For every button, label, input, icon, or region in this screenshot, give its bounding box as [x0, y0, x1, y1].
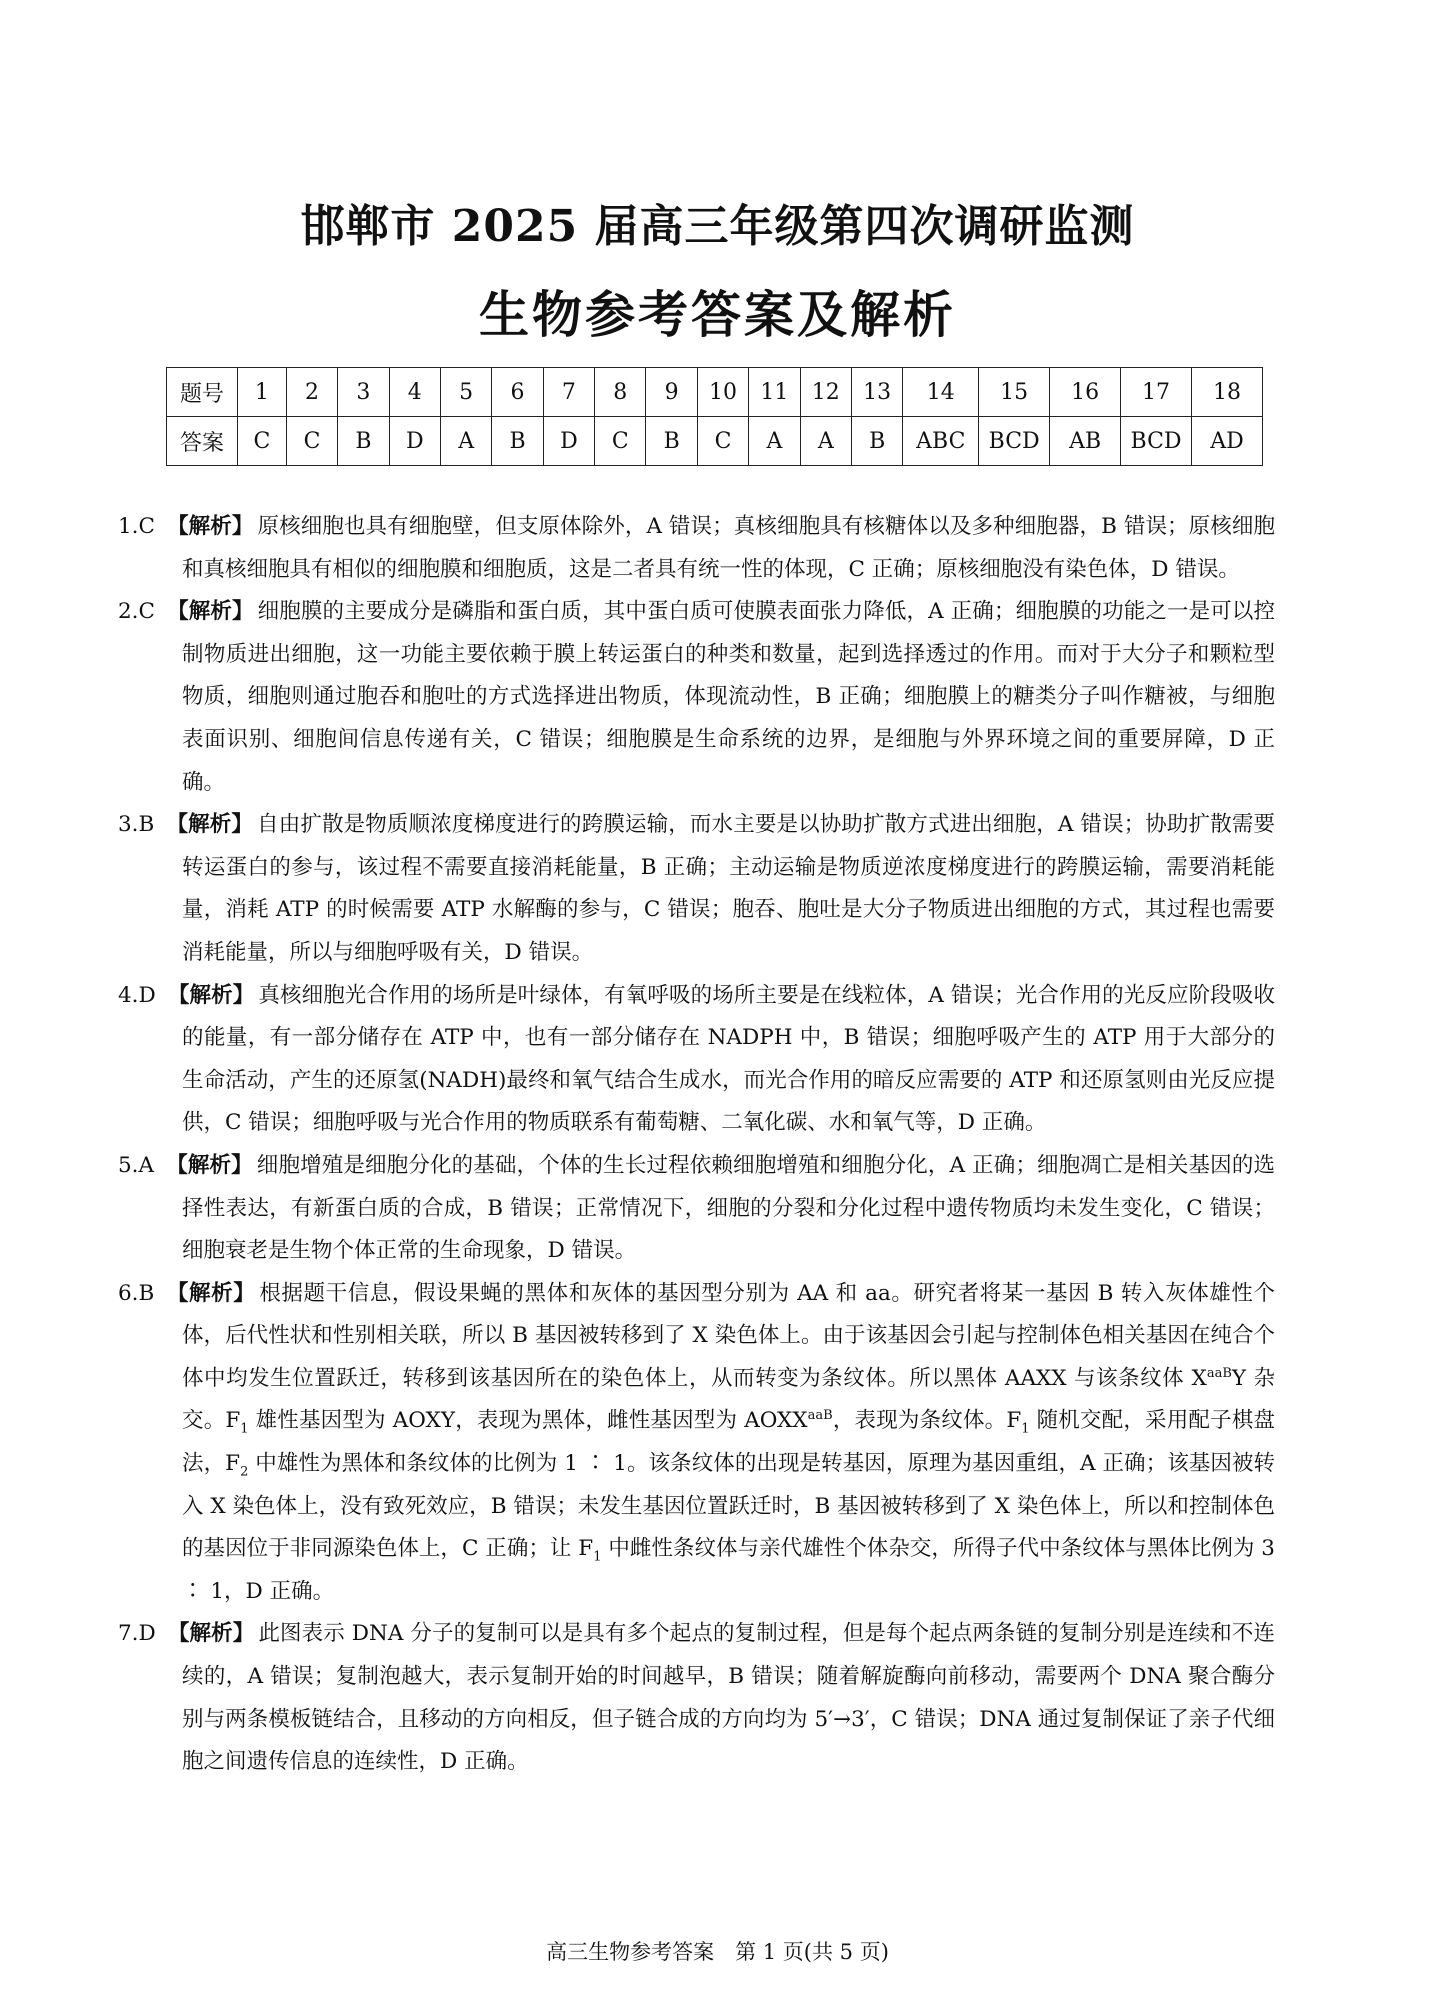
answer-cell: BCD: [979, 417, 1050, 466]
item-text: 根据题干信息，假设果蝇的黑体和灰体的基因型分别为 AA 和 aa。研究者将某一基因 B 转入灰体雄性个体，后代性状和性别相关联，所以 B 基因被转移到了 X 染色体上。由于该基因会引起与控制体色相关基因在纯合个体中均发生位置跃迁，转移到该基因所在的染色体上，从而转变为条纹体。所以黑体 AAXX 与该条纹体 X: [182, 1280, 1275, 1391]
question-number-cell: 5: [440, 368, 491, 417]
question-number-cell: 11: [749, 368, 800, 417]
item-text: 细胞增殖是细胞分化的基础，个体的生长过程依赖细胞增殖和细胞分化，A 正确；细胞凋亡是相关基因的选择性表达，有新蛋白质的合成，B 错误；正常情况下，细胞的分裂和分化过程中遗传物质均未发生变化，C 错误；细胞衰老是生物个体正常的生命现象，D 错误。: [182, 1152, 1275, 1264]
answer-cell: C: [697, 417, 748, 466]
analysis-tag: 【解析】: [166, 812, 254, 838]
list-item: [118, 1145, 1275, 1273]
table-header-cell: 答案: [167, 417, 238, 466]
item-text: Y 杂交。F: [182, 1365, 1275, 1434]
table-row-answers: [167, 417, 1263, 466]
subscript: 1: [593, 1549, 602, 1565]
analysis-tag: 【解析】: [166, 1280, 256, 1306]
item-number: 1.C: [118, 514, 155, 539]
list-item: [118, 1273, 1276, 1614]
subscript: 2: [240, 1464, 249, 1480]
answer-cell: C: [286, 417, 337, 466]
analysis-tag: 【解析】: [166, 514, 254, 539]
item-text: 中雌性条纹体与亲代雄性个体杂交，所得子代中条纹体与黑体比例为 3 ∶ 1，D 正确。: [182, 1536, 1275, 1604]
question-number-cell: 6: [492, 368, 543, 417]
analysis-tag: 【解析】: [167, 1621, 255, 1647]
item-text: 雄性基因型为 AOXY，表现为黑体，雌性基因型为 AOXX: [248, 1408, 808, 1434]
answer-cell: ABC: [903, 417, 979, 466]
answer-cell: B: [338, 417, 389, 466]
question-number-cell: 7: [543, 368, 594, 417]
question-number-cell: 8: [595, 368, 646, 417]
question-number-cell: 16: [1050, 368, 1121, 417]
answer-table: [166, 367, 1263, 466]
answer-cell: A: [749, 417, 800, 466]
question-number-cell: 18: [1192, 368, 1263, 417]
item-text: 原核细胞也具有细胞壁，但支原体除外，A 错误；真核细胞具有核糖体以及多种细胞器，B 错误；原核细胞和真核细胞具有相似的细胞膜和细胞质，这是二者具有统一性的体现，C 正确；原核细胞没有染色体，D 错误。: [182, 514, 1275, 582]
question-number-cell: 14: [903, 368, 979, 417]
analysis-section: [118, 506, 1276, 1784]
question-number-cell: 1: [237, 368, 286, 417]
analysis-tag: 【解析】: [166, 1152, 253, 1178]
list-item: [118, 1613, 1275, 1783]
question-number-cell: 2: [286, 368, 337, 417]
item-number: 3.B: [118, 812, 155, 838]
item-number: 6.B: [118, 1280, 155, 1306]
item-number: 2.C: [118, 599, 155, 625]
table-row-numbers: [167, 368, 1263, 417]
item-text: ，表现为条纹体。F: [832, 1408, 1022, 1434]
answer-cell: B: [851, 417, 902, 466]
answer-cell: D: [543, 417, 594, 466]
question-number-cell: 13: [851, 368, 902, 417]
question-number-cell: 10: [697, 368, 748, 417]
item-number: 4.D: [118, 982, 156, 1008]
question-number-cell: 17: [1121, 368, 1192, 417]
answer-cell: C: [237, 417, 286, 466]
item-number: 5.A: [118, 1152, 155, 1178]
answer-cell: A: [800, 417, 851, 466]
answer-cell: C: [595, 417, 646, 466]
answer-cell: AD: [1192, 417, 1263, 466]
question-number-cell: 9: [646, 368, 697, 417]
list-item: [118, 975, 1275, 1145]
answer-cell: AB: [1050, 417, 1121, 466]
superscript: aaB: [807, 1408, 833, 1424]
exam-title: 邯郸市 2025 届高三年级第四次调研监测: [300, 201, 1135, 252]
list-item: [118, 591, 1275, 804]
question-number-cell: 3: [338, 368, 389, 417]
question-number-cell: 15: [979, 368, 1050, 417]
item-text: 细胞膜的主要成分是磷脂和蛋白质，其中蛋白质可使膜表面张力降低，A 正确；细胞膜的功能之一是可以控制物质进出细胞，这一功能主要依赖于膜上转运蛋白的种类和数量，起到选择透过的作用。而对于大分子和颗粒型物质，细胞则通过胞吞和胞吐的方式选择进出物质，体现流动性，B 正确；细胞膜上的糖类分子叫作糖被，与细胞表面识别、细胞间信息传递有关，C 错误；细胞膜是生命系统的边界，是细胞与外界环境之间的重要屏障，D 正确。: [182, 599, 1275, 795]
answer-cell: B: [492, 417, 543, 466]
item-number: 7.D: [118, 1621, 156, 1647]
superscript: aaB: [1206, 1365, 1232, 1381]
list-item: [118, 804, 1275, 974]
item-text: 中雄性为黑体和条纹体的比例为 1 ∶ 1。该条纹体的出现是转基因，原理为基因重组，A 正确；该基因被转入 X 染色体上，没有致死效应，B 错误；未发生基因位置跃迁时，B 基因被转移到了 X 染色体上，所以和控制体色的基因位于非同源染色体上，C 正确；让 F: [182, 1451, 1276, 1562]
item-text: 自由扩散是物质顺浓度梯度进行的跨膜运输，而水主要是以协助扩散方式进出细胞，A 错误；协助扩散需要转运蛋白的参与，该过程不需要直接消耗能量，B 正确；主动运输是物质逆浓度梯度进行的跨膜运输，需要消耗能量，消耗 ATP 的时候需要 ATP 水解酶的参与，C 错误；胞吞、胞吐是大分子物质进出细胞的方式，其过程也需要消耗能量，所以与细胞呼吸有关，D 错误。: [182, 812, 1275, 965]
item-text: 此图表示 DNA 分子的复制可以是具有多个起点的复制过程，但是每个起点两条链的复制分别是连续和不连续的，A 错误；复制泡越大，表示复制开始的时间越早，B 错误；随着解旋酶向前移动，需要两个 DNA 聚合酶分别与两条模板链结合，且移动的方向相反，但子链合成的方向均为 5′→3′，C 错误；DNA 通过复制保证了亲子代细胞之间遗传信息的连续性，D 正确。: [182, 1621, 1275, 1775]
subscript: 1: [1021, 1421, 1030, 1437]
question-number-cell: 12: [800, 368, 851, 417]
answer-cell: B: [646, 417, 697, 466]
analysis-tag: 【解析】: [166, 599, 254, 625]
answer-cell: BCD: [1121, 417, 1192, 466]
question-number-cell: 4: [389, 368, 440, 417]
list-item: [118, 506, 1275, 591]
subscript: 1: [240, 1421, 249, 1437]
item-text: 随机交配，采用配子棋盘法，F: [182, 1408, 1275, 1477]
analysis-tag: 【解析】: [167, 982, 255, 1008]
item-text: 真核细胞光合作用的场所是叶绿体，有氧呼吸的场所主要是在线粒体，A 错误；光合作用的光反应阶段吸收的能量，有一部分储存在 ATP 中，也有一部分储存在 NADPH 中，B 错误；细胞呼吸产生的 ATP 用于大部分的生命活动，产生的还原氢(NADH)最终和氧气结合生成水，而光合作用的暗反应需要的 ATP 和还原氢则由光反应提供，C 错误；细胞呼吸与光合作用的物质联系有葡萄糖、二氧化碳、水和氧气等，D 正确。: [182, 982, 1275, 1136]
answer-cell: D: [389, 417, 440, 466]
document-subtitle: 生物参考答案及解析: [479, 286, 956, 344]
answer-cell: A: [440, 417, 491, 466]
page-footer: 高三生物参考答案 第 1 页(共 5 页): [546, 1940, 889, 1964]
table-header-cell: 题号: [167, 368, 238, 417]
